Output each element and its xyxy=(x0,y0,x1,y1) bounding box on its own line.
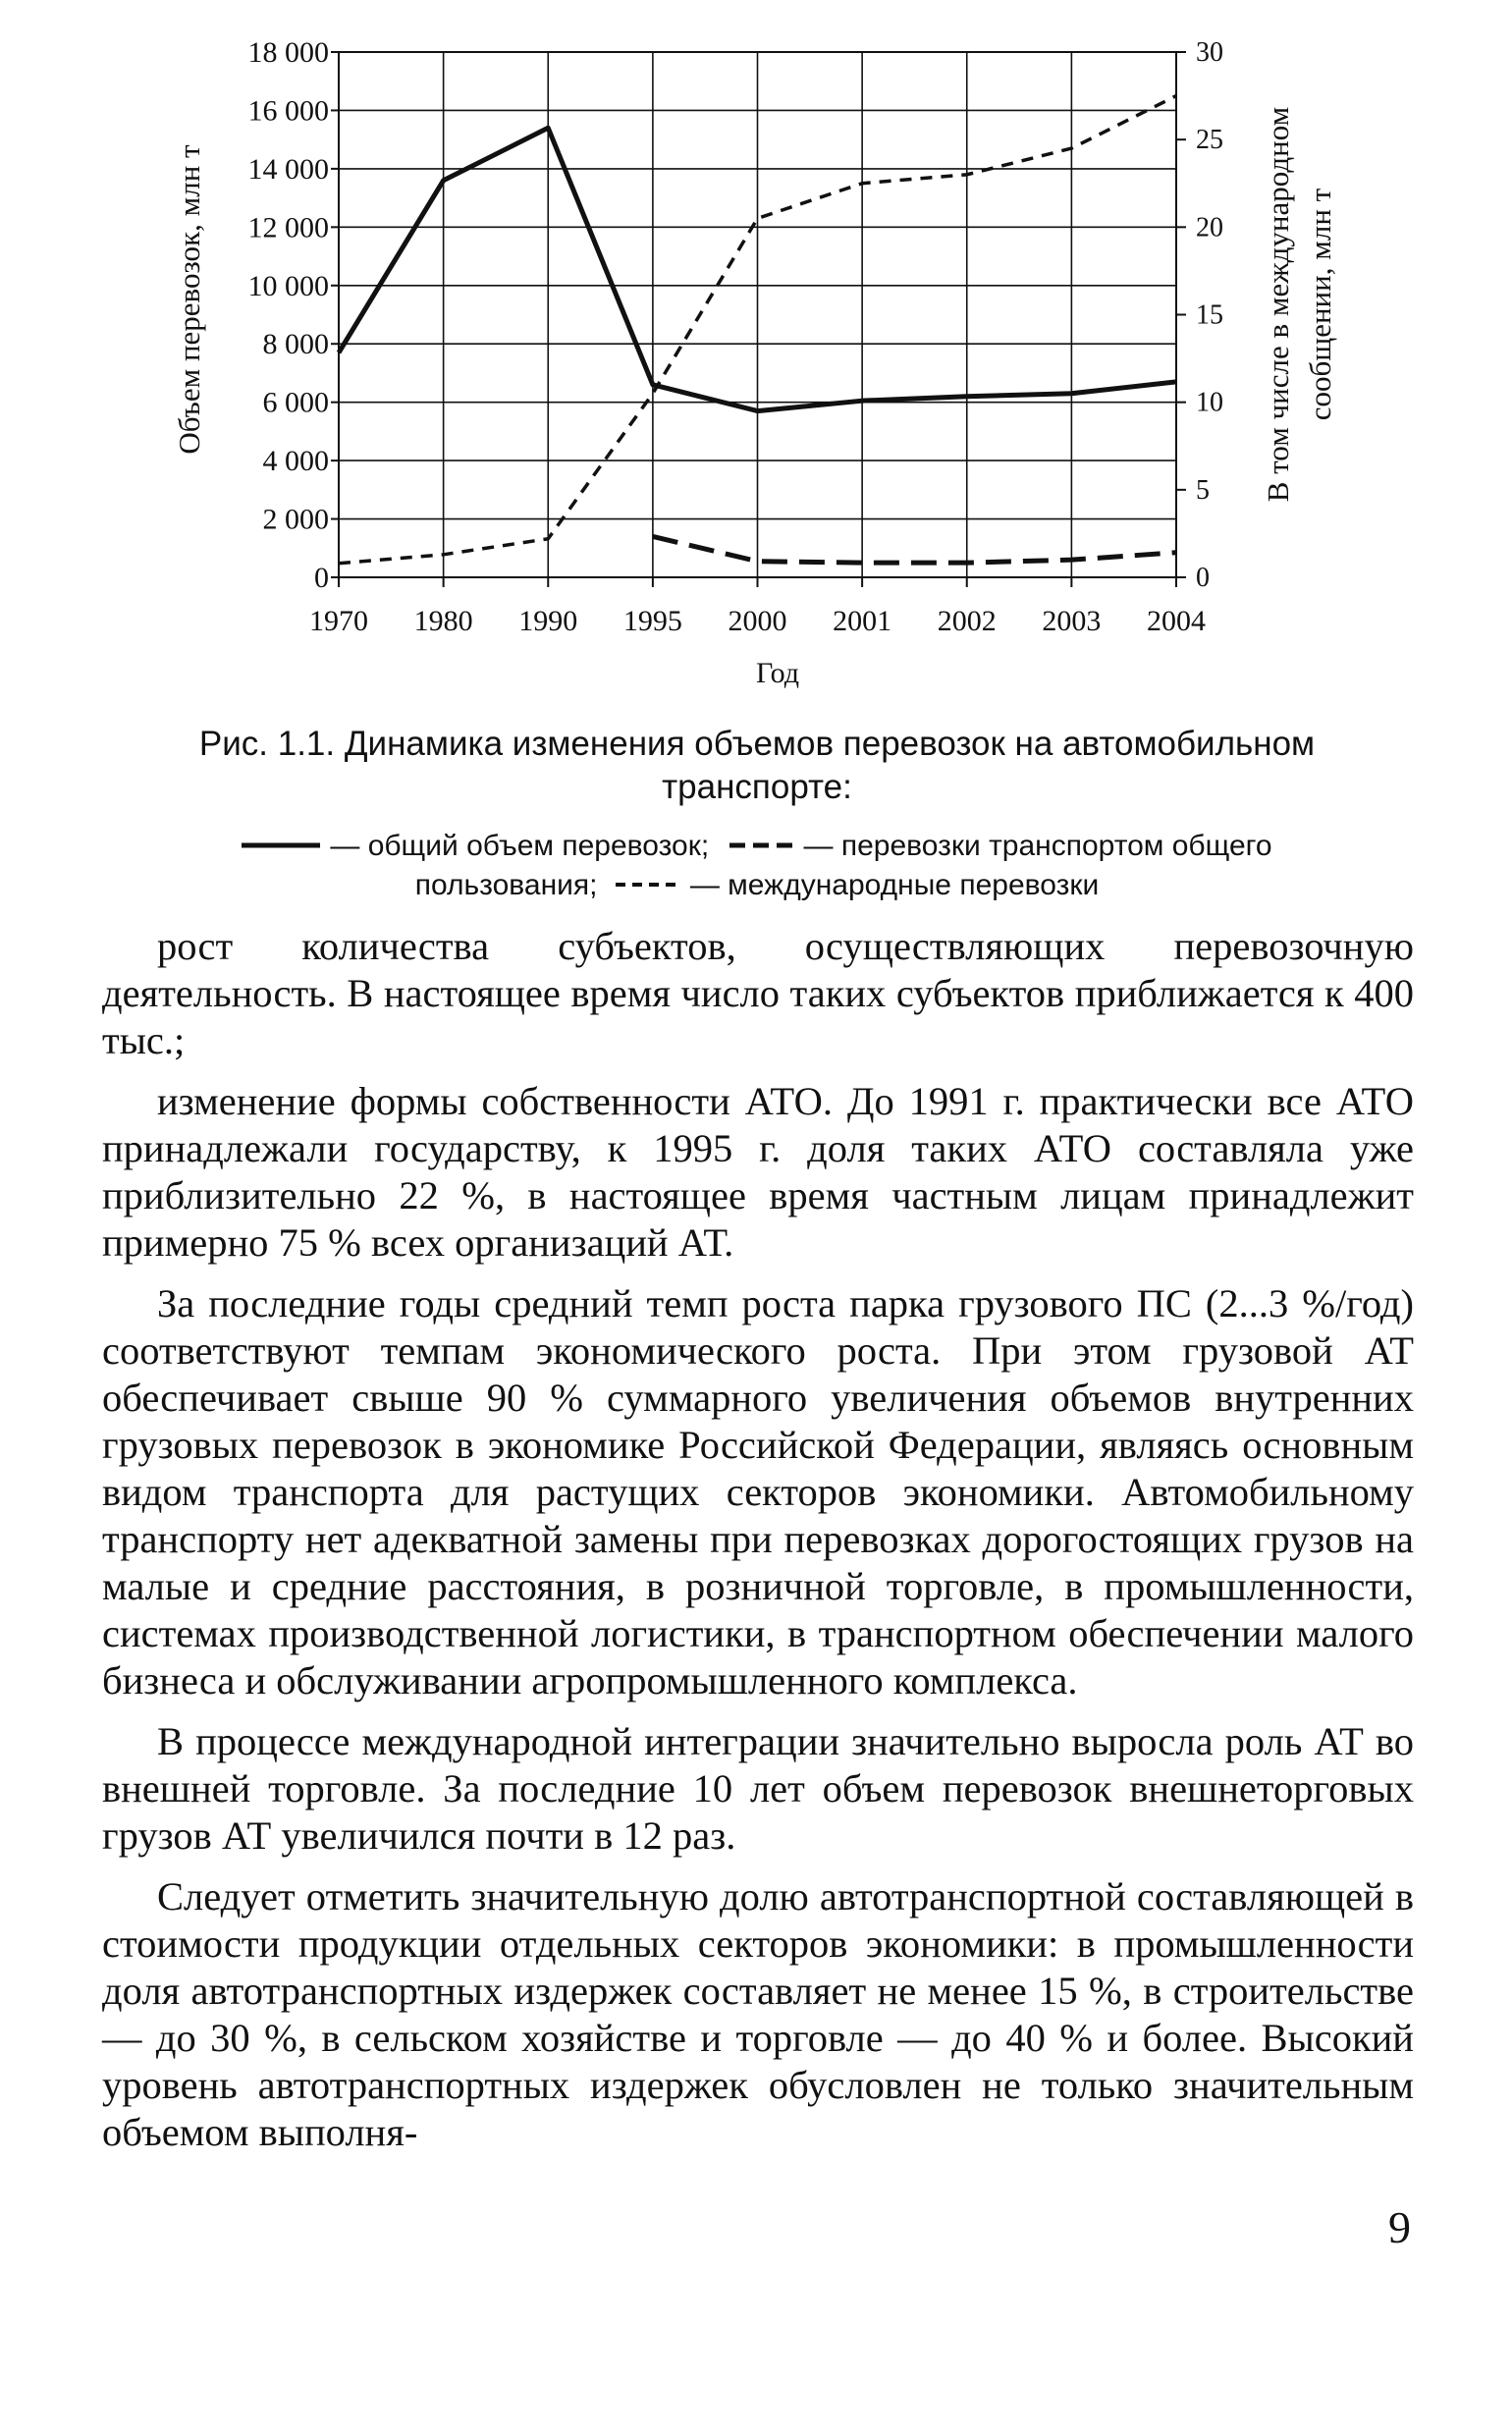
y-left-tick-label: 2 000 xyxy=(262,503,329,536)
paragraph-2: изменение формы собственности АТО. До 1991 г. практически все АТО принадлежали государству, к 1995 г. доля таких АТО составляла уже приблизительно 22 %, в настоящее время частным лицам принадлежит примерно 75 % всех организаций АТ. xyxy=(102,1079,1414,1265)
y-axis-left-label: Объем перевозок, млн т xyxy=(172,144,206,455)
legend-total-label: — общий объем перевозок; xyxy=(330,830,710,862)
legend-dashed-line-icon xyxy=(729,839,794,851)
y-axis-right-label: В том числе в международном xyxy=(1261,106,1295,503)
y-left-tick-label: 14 000 xyxy=(247,152,329,186)
series-line-dashed xyxy=(653,536,1176,563)
y-axis-right-label-line-2: сообщении, млн т xyxy=(1303,188,1337,421)
y-right-tick-label: 5 xyxy=(1196,474,1210,506)
y-right-tick-label: 15 xyxy=(1196,299,1223,331)
y-right-tick-label: 0 xyxy=(1196,563,1210,593)
x-tick-label: 1995 xyxy=(622,605,682,637)
y-left-tick-label: 18 000 xyxy=(247,36,329,69)
figure-caption xyxy=(94,723,1420,809)
body-text xyxy=(102,923,1414,2170)
y-left-tick-label: 12 000 xyxy=(247,211,329,244)
paragraph-5: Следует отметить значительную долю автотранспортной составляющей в стоимости продукции отдельных секторов экономики: в промышленности доля автотранспортных издержек составляет не менее 15 %, в строительстве — до 30 %, в сельском хозяйстве и торговле — до 40 % и более. Высокий уровень автотранспортных издержек обусловлен не только значительным объемом выполня- xyxy=(102,1874,1414,2154)
y-right-tick-label: 10 xyxy=(1196,387,1223,418)
y-right-tick-label: 20 xyxy=(1196,212,1223,243)
paragraph-1: рост количества субъектов, осуществляющих перевозочную деятельность. В настоящее время число таких субъектов приближается к 400 тыс.; xyxy=(102,924,1414,1062)
y-right-tick-label: 25 xyxy=(1196,125,1223,156)
legend-solid-line-icon xyxy=(242,839,320,851)
x-tick-label: 2000 xyxy=(728,605,787,637)
page-number: 9 xyxy=(1388,2202,1411,2252)
figure-caption-line-2: транспорте: xyxy=(662,768,852,806)
legend-dotted-line-icon xyxy=(616,879,680,891)
x-tick-label: 2004 xyxy=(1147,605,1206,637)
x-tick-label: 1980 xyxy=(413,605,473,637)
y-left-tick-label: 6 000 xyxy=(262,386,329,419)
x-tick-label: 2003 xyxy=(1042,605,1102,637)
x-tick-label: 2002 xyxy=(937,605,997,637)
legend-public-label-cont: пользования; xyxy=(414,869,598,901)
x-tick-label: 1970 xyxy=(309,605,368,637)
chart-grid xyxy=(339,52,1176,577)
legend-public-label: — перевозки транспортом общего xyxy=(803,830,1272,862)
x-tick-label: 1990 xyxy=(518,605,578,637)
legend-line-1 xyxy=(94,827,1420,866)
legend-line-2 xyxy=(94,866,1420,905)
chart-ticks xyxy=(248,36,1224,637)
y-left-tick-label: 8 000 xyxy=(262,328,329,361)
y-left-tick-label: 10 000 xyxy=(247,269,329,302)
transport-volume-chart xyxy=(0,0,1512,707)
legend-international-label: — международные перевозки xyxy=(689,869,1100,901)
figure-caption-line-1: Рис. 1.1. Динамика изменения объемов перевозок на автомобильном xyxy=(198,725,1316,763)
paragraph-4: В процессе международной интеграции значительно выросла роль АТ во внешней торговле. За последние 10 лет объем перевозок внешнеторговых грузов АТ увеличился почти в 12 раз. xyxy=(102,1719,1414,1858)
y-right-tick-label: 30 xyxy=(1196,37,1223,68)
figure-legend xyxy=(94,827,1420,905)
x-axis-label: Год xyxy=(755,657,800,689)
y-left-tick-label: 16 000 xyxy=(247,94,329,128)
paragraph-3: За последние годы средний темп роста парка грузового ПС (2...3 %/год) соответствуют темпам экономического роста. При этом грузовой АТ обеспечивает свыше 90 % суммарного увеличения объемов внутренних грузовых перевозок в экономике Российской Федерации, являясь основным видом транспорта для растущих секторов экономики. Автомобильному транспорту нет адекватной замены при перевозках дорогостоящих грузов на малые и средние расстояния, в розничной торговле, в промышленности, системах производственной логистики, в транспортном обеспечении малого бизнеса и обслуживании агропромышленного комплекса. xyxy=(102,1281,1414,1702)
y-left-tick-label: 0 xyxy=(314,562,329,594)
x-tick-label: 2001 xyxy=(833,605,892,637)
y-left-tick-label: 4 000 xyxy=(262,445,329,478)
